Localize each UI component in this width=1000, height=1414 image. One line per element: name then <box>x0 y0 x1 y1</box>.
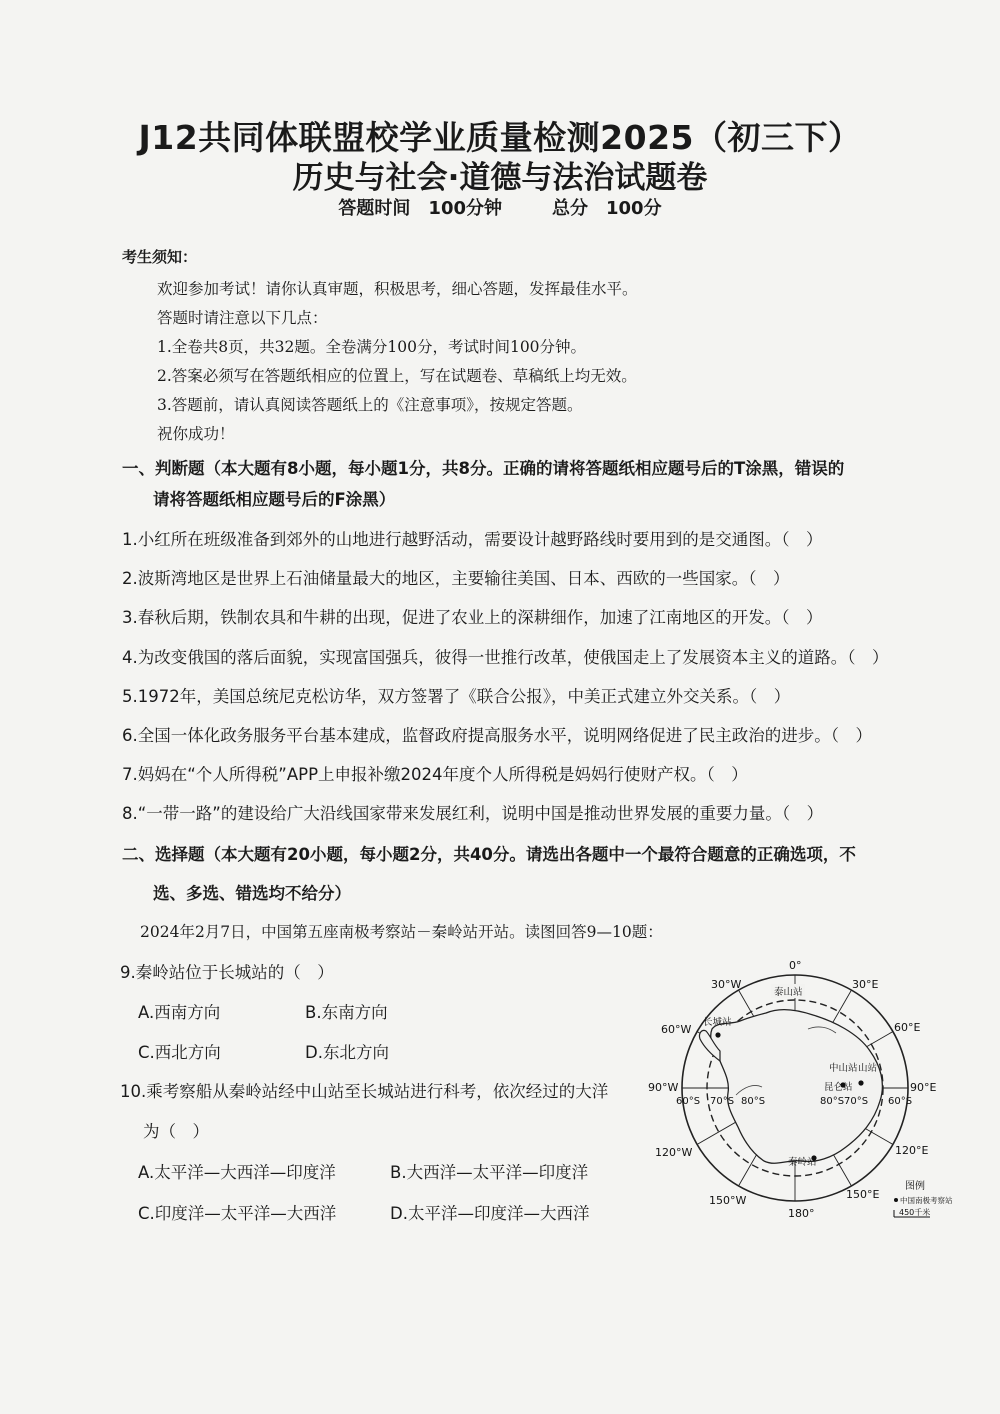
lon-label: 30°E <box>852 978 879 991</box>
material-intro: 2024年2月7日，中国第五座南极考察站－秦岭站开站。读图回答9—10题： <box>140 923 663 941</box>
notice-heading: 考生须知： <box>122 248 198 266</box>
notice-line: 答题时请注意以下几点： <box>157 309 328 327</box>
lon-label: 60°E <box>894 1021 921 1034</box>
map-legend <box>894 1179 953 1217</box>
section2-heading-cont: 选、多选、错选均不给分） <box>153 884 351 903</box>
option-10b: B.大西洋—太平洋—印度洋 <box>390 1163 589 1182</box>
option-10d: D.太平洋—印度洋—大西洋 <box>390 1204 590 1223</box>
question-item: 3.春秋后期，铁制农具和牛耕的出现，促进了农业上的深耕细作，加速了江南地区的开发。（ ） <box>122 608 823 627</box>
option-10a: A.太平洋—大西洋—印度洋 <box>138 1163 336 1182</box>
question-item: 8.“一带一路”的建设给广大沿线国家带来发展红利，说明中国是推动世界发展的重要力量。（ ） <box>122 804 824 823</box>
station-label-qinling: 秦岭站 <box>788 1157 817 1168</box>
lat-label: 80°S <box>741 1096 766 1107</box>
station-label-kunlun: 昆仑站 <box>824 1082 853 1093</box>
notice-line: 1.全卷共8页，共32题。全卷满分100分，考试时间100分钟。 <box>157 338 587 356</box>
question-item: 6.全国一体化政务服务平台基本建成，监督政府提高服务水平，说明网络促进了民主政治的进步。（ ） <box>122 726 872 745</box>
option-9b: B.东南方向 <box>305 1003 388 1022</box>
lat-label: 70°S <box>710 1096 735 1107</box>
lat-label: 60°S <box>888 1096 913 1107</box>
exam-subject: 历史与社会·道德与法治试题卷 <box>292 160 708 196</box>
option-9c: C.西北方向 <box>138 1043 221 1062</box>
option-9d: D.东北方向 <box>305 1043 389 1062</box>
station-label-zhongshan: 中山站 <box>829 1063 858 1074</box>
station-label-xiedai: 泰山站 <box>774 987 803 998</box>
zhongshan-station-dot <box>858 1080 863 1085</box>
changcheng-station-dot <box>715 1032 720 1037</box>
scale-label: 450千米 <box>899 1208 931 1217</box>
question-10: 10.乘考察船从秦岭站经中山站至长城站进行科考，依次经过的大洋 <box>120 1082 609 1101</box>
station-label-changcheng: 长城站 <box>703 1017 732 1028</box>
notice-line: 祝你成功！ <box>157 425 235 443</box>
lon-label: 180° <box>788 1207 815 1220</box>
lon-label: 150°E <box>846 1188 880 1201</box>
question-item: 2.波斯湾地区是世界上石油储量最大的地区，主要输往美国、日本、西欧的一些国家。（ ） <box>122 569 790 588</box>
section1-heading-cont: 请将答题纸相应题号后的F涂黑） <box>153 490 396 509</box>
score-label: 总分 <box>552 198 588 219</box>
antarctica-map <box>648 955 953 1230</box>
notice-line: 欢迎参加考试！请你认真审题，积极思考，细心答题，发挥最佳水平。 <box>157 280 638 298</box>
notice-line: 3.答题前，请认真阅读答题纸上的《注意事项》，按规定答题。 <box>157 396 583 414</box>
antarctica-coast <box>711 1010 883 1164</box>
lat-label: 60°S <box>676 1096 701 1107</box>
question-item: 7.妈妈在“个人所得税”APP上申报补缴2024年度个人所得税是妈妈行使财产权。（ ） <box>122 765 748 784</box>
legend-station-dot <box>894 1198 898 1202</box>
lon-label: 120°E <box>895 1144 929 1157</box>
exam-title: J12共同体联盟校学业质量检测2025（初三下） <box>138 118 862 157</box>
legend-station-label: 中国南极考察站 <box>900 1196 953 1205</box>
question-9: 9.秦岭站位于长城站的（ ） <box>120 963 334 982</box>
lon-label: 90°W <box>648 1081 679 1094</box>
station-label-taishan: 山站 <box>858 1063 878 1074</box>
lon-label: 90°E <box>910 1081 937 1094</box>
legend-title: 图例 <box>905 1181 925 1192</box>
question-item: 1.小红所在班级准备到郊外的山地进行越野活动，需要设计越野路线时要用到的是交通图。（ ） <box>122 530 823 549</box>
question-10-cont: 为（ ） <box>143 1122 209 1141</box>
time-value: 100分钟 <box>428 198 502 219</box>
option-9a: A.西南方向 <box>138 1003 221 1022</box>
lat-label: 70°S <box>844 1096 869 1107</box>
time-label: 答题时间 <box>338 198 411 219</box>
lon-label: 60°W <box>661 1023 692 1036</box>
notice-line: 2.答案必须写在答题纸相应的位置上，写在试题卷、草稿纸上均无效。 <box>157 367 637 385</box>
question-item: 5.1972年，美国总统尼克松访华，双方签署了《联合公报》，中美正式建立外交关系。（ ） <box>122 687 791 706</box>
lat-label: 80°S <box>820 1096 845 1107</box>
section1-heading: 一、判断题（本大题有8小题，每小题1分，共8分。正确的请将答题纸相应题号后的T涂黑，错误的 <box>122 459 845 478</box>
lon-label: 120°W <box>655 1146 693 1159</box>
question-item: 4.为改变俄国的落后面貌，实现富国强兵，彼得一世推行改革，使俄国走上了发展资本主义的道路。（ ） <box>122 648 889 667</box>
lon-label: 0° <box>789 959 802 972</box>
section2-heading: 二、选择题（本大题有20小题，每小题2分，共40分。请选出各题中一个最符合题意的正确选项，不 <box>122 845 856 864</box>
score-value: 100分 <box>606 198 662 219</box>
lon-label: 30°W <box>711 978 742 991</box>
lon-label: 150°W <box>709 1194 747 1207</box>
exam-info <box>0 194 1000 220</box>
option-10c: C.印度洋—太平洋—大西洋 <box>138 1204 337 1223</box>
